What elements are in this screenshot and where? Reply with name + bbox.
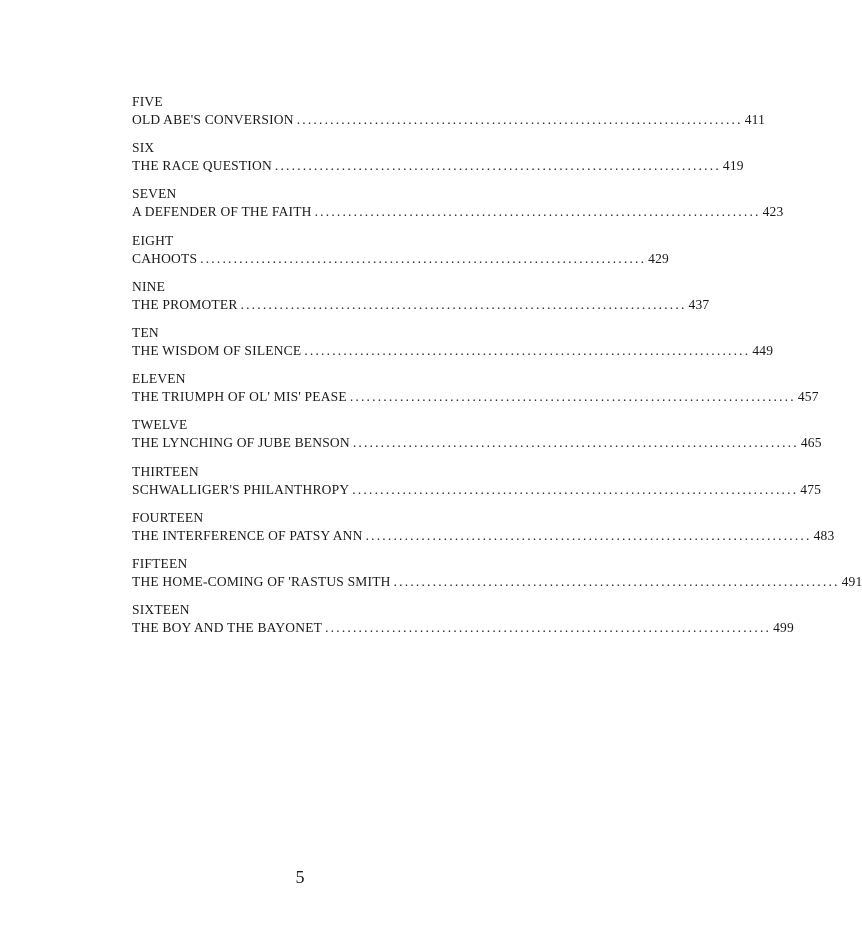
chapter-page-number: 465 <box>800 435 822 451</box>
dot-leader: ................................................................................ <box>365 527 812 543</box>
dot-leader: ................................................................................ <box>352 435 799 451</box>
toc-row <box>132 157 744 175</box>
toc-row <box>132 619 794 637</box>
chapter-title: THE INTERFERENCE OF PATSY ANN <box>132 527 363 543</box>
toc-entry[interactable] <box>132 601 794 647</box>
dot-leader: ................................................................................ <box>200 250 647 266</box>
toc-row <box>132 111 766 129</box>
dot-leader: ................................................................................ <box>325 620 772 636</box>
chapter-page-number: 475 <box>800 481 822 497</box>
dot-leader: ................................................................................ <box>296 112 743 127</box>
toc-entry[interactable] <box>132 370 819 416</box>
chapter-page-number: 423 <box>762 204 784 220</box>
chapter-page-number: 457 <box>797 389 819 405</box>
chapter-title: SCHWALLIGER'S PHILANTHROPY <box>132 481 350 497</box>
chapter-number: SIX <box>132 140 155 156</box>
chapter-page-number: 429 <box>648 250 670 266</box>
toc-row <box>132 203 784 221</box>
chapter-number: SEVEN <box>132 186 177 202</box>
chapter-number: TWELVE <box>132 417 188 433</box>
chapter-title: THE PROMOTER <box>132 296 238 312</box>
chapter-page-number: 499 <box>773 620 794 636</box>
toc-entry[interactable] <box>132 463 822 509</box>
toc-entry[interactable] <box>132 555 862 601</box>
chapter-title: THE RACE QUESTION <box>132 158 272 174</box>
toc-row <box>132 434 822 452</box>
toc-entry[interactable] <box>132 278 710 324</box>
toc-entry[interactable] <box>132 93 766 139</box>
chapter-title: A DEFENDER OF THE FAITH <box>132 204 312 220</box>
chapter-page-number: 419 <box>722 158 744 174</box>
toc-row <box>132 250 670 268</box>
toc-row <box>132 388 819 406</box>
chapter-title: CAHOOTS <box>132 250 198 266</box>
table-of-contents <box>132 93 862 647</box>
chapter-number: ELEVEN <box>132 371 186 387</box>
toc-row <box>132 527 835 545</box>
dot-leader: ................................................................................ <box>349 389 796 405</box>
chapter-title: THE TRIUMPH OF OL' MIS' PEASE <box>132 389 347 405</box>
chapter-number: TEN <box>132 324 159 340</box>
chapter-page-number: 437 <box>688 296 710 312</box>
toc-entry[interactable] <box>132 139 744 185</box>
toc-row <box>132 573 862 591</box>
chapter-title: THE HOME-COMING OF 'RASTUS SMITH <box>132 573 391 589</box>
toc-entry[interactable] <box>132 232 670 278</box>
toc-row <box>132 342 774 360</box>
toc-row <box>132 296 710 314</box>
chapter-number: THIRTEEN <box>132 463 199 479</box>
chapter-number: SIXTEEN <box>132 602 190 618</box>
chapter-page-number: 483 <box>813 527 835 543</box>
chapter-title: THE LYNCHING OF JUBE BENSON <box>132 435 350 451</box>
chapter-page-number: 491 <box>841 573 862 589</box>
chapter-title: THE BOY AND THE BAYONET <box>132 620 323 636</box>
chapter-page-number: 449 <box>752 342 774 358</box>
dot-leader: ................................................................................ <box>314 204 761 220</box>
dot-leader: ................................................................................ <box>304 342 751 358</box>
toc-entry[interactable] <box>132 324 774 370</box>
chapter-number: NINE <box>132 278 166 294</box>
toc-entry[interactable] <box>132 185 784 231</box>
dot-leader: ................................................................................ <box>393 573 840 589</box>
chapter-title: OLD ABE'S CONVERSION <box>132 112 294 127</box>
dot-leader: ................................................................................ <box>240 296 687 312</box>
chapter-page-number: 411 <box>744 112 766 127</box>
chapter-number: FIFTEEN <box>132 555 188 571</box>
chapter-title: THE WISDOM OF SILENCE <box>132 342 302 358</box>
chapter-number: FIVE <box>132 94 163 109</box>
toc-entry[interactable] <box>132 416 822 462</box>
toc-row <box>132 481 822 499</box>
page-number: 5 <box>295 867 305 887</box>
chapter-number: FOURTEEN <box>132 509 204 525</box>
dot-leader: ................................................................................ <box>352 481 799 497</box>
chapter-number: EIGHT <box>132 232 174 248</box>
toc-entry[interactable] <box>132 509 835 555</box>
dot-leader: ................................................................................ <box>274 158 721 174</box>
